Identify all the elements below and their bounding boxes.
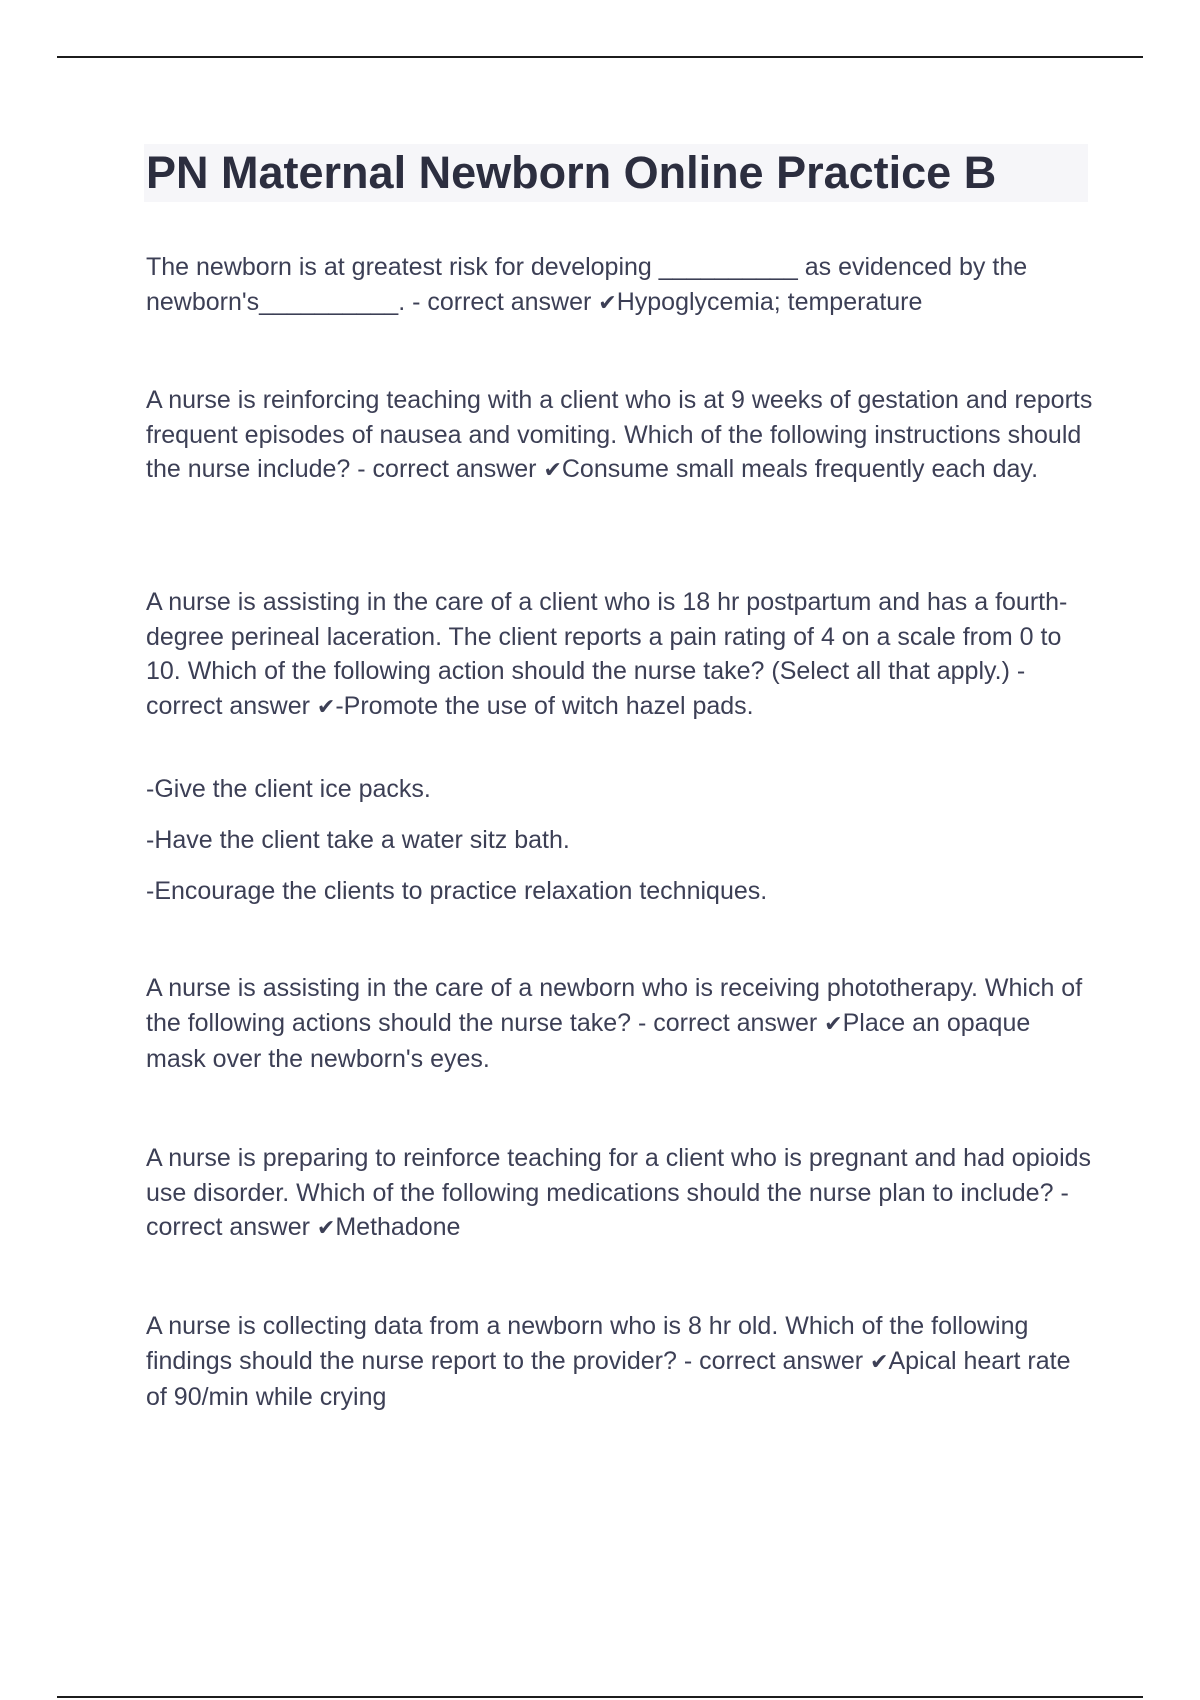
qa-item-2 xyxy=(146,383,1096,489)
checkmark-icon: ✔ xyxy=(870,1349,889,1375)
top-rule xyxy=(57,56,1143,58)
answer-marker: - correct answer xyxy=(357,455,537,483)
answer-marker: - correct answer xyxy=(638,1008,818,1037)
answer-marker: - correct answer xyxy=(146,1178,1069,1241)
checkmark-icon: ✔ xyxy=(316,694,336,720)
qa-item-3 xyxy=(146,585,1096,725)
page-title: PN Maternal Newborn Online Practice B xyxy=(146,147,997,198)
answer-marker: - correct answer xyxy=(683,1346,864,1375)
extra-answer-2: -Have the client take a water sitz bath. xyxy=(146,826,570,854)
checkmark-icon: ✔ xyxy=(598,290,617,316)
qa-item-1 xyxy=(146,250,1096,321)
question-text: A nurse is assisting in the care of a client who is 18 hr postpartum and has a fourth-degree perineal laceration. The client reports a pain rating of 4 on a scale from 0 to 10. Which of the following action should the nurse take? (Select all that apply.) xyxy=(146,588,1068,685)
extra-answer-1: -Give the client ice packs. xyxy=(146,775,431,803)
qa-item-4 xyxy=(146,971,1096,1077)
question-text: A nurse is collecting data from a newborn who is 8 hr old. Which of the following findings should the nurse report to the provider? xyxy=(146,1312,1029,1375)
bottom-rule xyxy=(57,1696,1143,1698)
answer-text: Consume small meals frequently each day. xyxy=(561,455,1039,483)
answer-text: Hypoglycemia; temperature xyxy=(616,287,923,316)
question-text: The newborn is at greatest risk for developing __________ as evidenced by the newborn's__________. xyxy=(146,253,1028,316)
question-text: A nurse is preparing to reinforce teaching for a client who is pregnant and had opioids use disorder. Which of the following medications should the nurse plan to include? xyxy=(146,1144,1092,1207)
qa-item-5 xyxy=(146,1141,1096,1247)
answer-marker: - correct answer xyxy=(412,287,592,316)
qa-item-6 xyxy=(146,1309,1096,1415)
checkmark-icon: ✔ xyxy=(543,458,562,483)
extra-answer-3: -Encourage the clients to practice relaxation techniques. xyxy=(146,877,768,905)
answer-text: Methadone xyxy=(335,1213,461,1241)
question-text: A nurse is reinforcing teaching with a client who is at 9 weeks of gestation and reports frequent episodes of nausea and vomiting. Which of the following instructions should the nurse include? xyxy=(146,386,1093,483)
question-text: A nurse is assisting in the care of a newborn who is receiving phototherapy. Which of the following actions should the nurse take? xyxy=(146,974,1083,1037)
answer-text: -Promote the use of witch hazel pads. xyxy=(335,691,754,720)
checkmark-icon: ✔ xyxy=(824,1011,843,1037)
answer-marker: - correct answer xyxy=(146,657,1026,720)
answer-text: Place an opaque mask over the newborn's eyes. xyxy=(146,1008,1031,1073)
checkmark-icon: ✔ xyxy=(316,1216,336,1241)
answer-text: Apical heart rate of 90/min while crying xyxy=(146,1346,1071,1411)
